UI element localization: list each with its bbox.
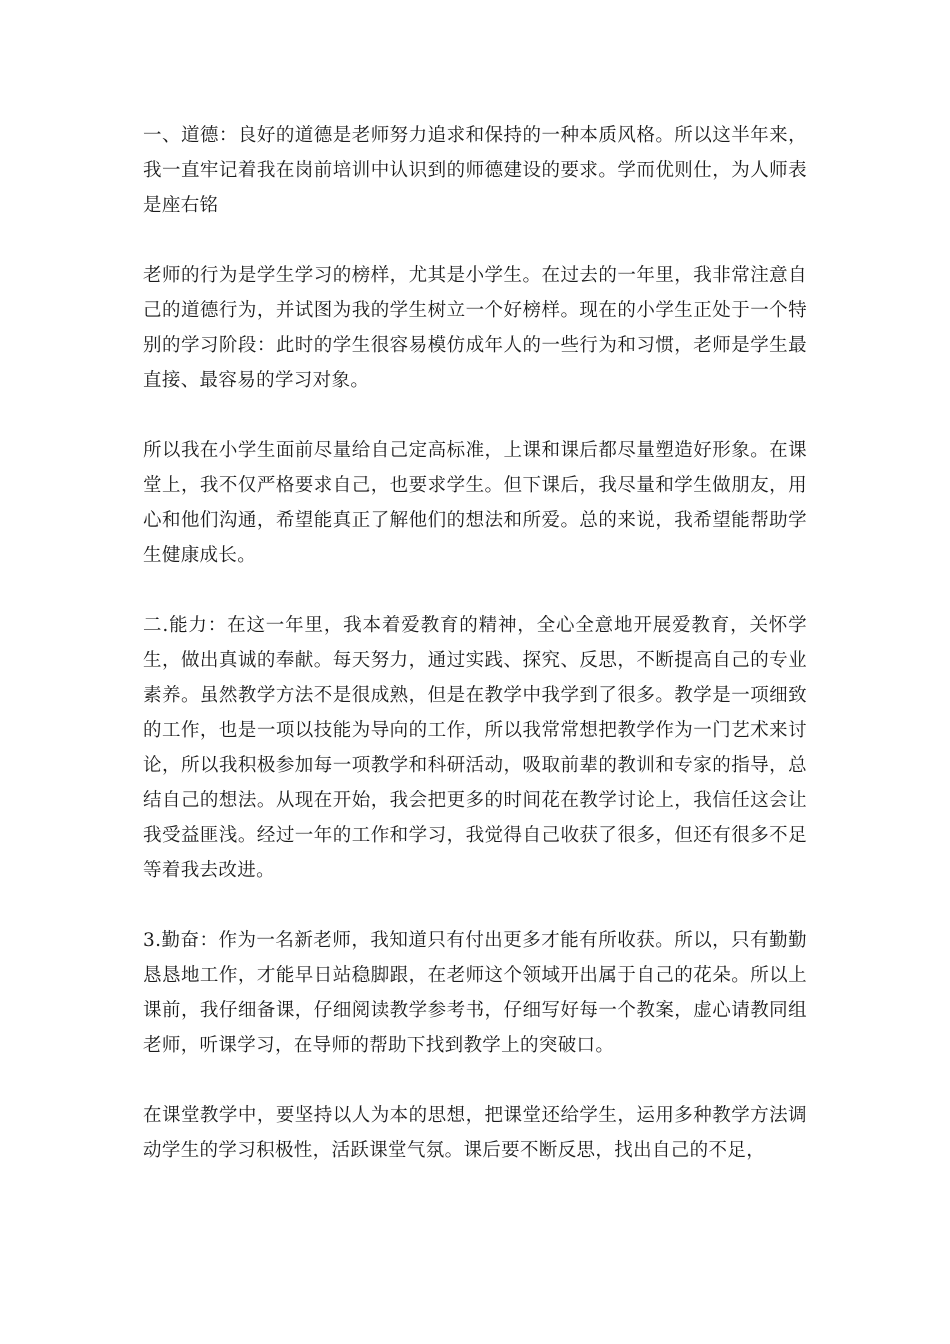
paragraph-high-standards: 所以我在小学生面前尽量给自己定高标准，上课和课后都尽量塑造好形象。在课堂上，我不仅严格要求自己，也要求学生。但下课后，我尽量和学生做朋友，用心和他们沟通，希望能真正了解他们的想法和所爱。总的来说，我希望能帮助学生健康成长。: [143, 440, 807, 566]
paragraph-teacher-behavior: 老师的行为是学生学习的榜样，尤其是小学生。在过去的一年里，我非常注意自己的道德行为，并试图为我的学生树立一个好榜样。现在的小学生正处于一个特别的学习阶段：此时的学生很容易模仿成年人的一些行为和习惯，老师是学生最直接、最容易的学习对象。: [143, 265, 807, 391]
paragraph-classroom-teaching: 在课堂教学中，要坚持以人为本的思想，把课堂还给学生，运用多种教学方法调动学生的学习积极性，活跃课堂气氛。课后要不断反思，找出自己的不足，: [143, 1105, 807, 1161]
document-body: [143, 118, 807, 1203]
paragraph-diligence: 3.勤奋：作为一名新老师，我知道只有付出更多才能有所收获。所以，只有勤勤恳恳地工作，才能早日站稳脚跟，在老师这个领域开出属于自己的花朵。所以上课前，我仔细备课，仔细阅读教学参考书，仔细写好每一个教案，虚心请教同组老师，听课学习，在导师的帮助下找到教学上的突破口。: [143, 930, 807, 1056]
paragraph-morality: 一、道德：良好的道德是老师努力追求和保持的一种本质风格。所以这半年来，我一直牢记着我在岗前培训中认识到的师德建设的要求。学而优则仕，为人师表是座右铭: [143, 125, 807, 216]
paragraph-ability: 二.能力：在这一年里，我本着爱教育的精神，全心全意地开展爱教育，关怀学生，做出真诚的奉献。每天努力，通过实践、探究、反思，不断提高自己的专业素养。虽然教学方法不是很成熟，但是在教学中我学到了很多。教学是一项细致的工作，也是一项以技能为导向的工作，所以我常常想把教学作为一门艺术来讨论，所以我积极参加每一项教学和科研活动，吸取前辈的教训和专家的指导，总结自己的想法。从现在开始，我会把更多的时间花在教学讨论上，我信任这会让我受益匪浅。经过一年的工作和学习，我觉得自己收获了很多，但还有很多不足等着我去改进。: [143, 615, 807, 881]
